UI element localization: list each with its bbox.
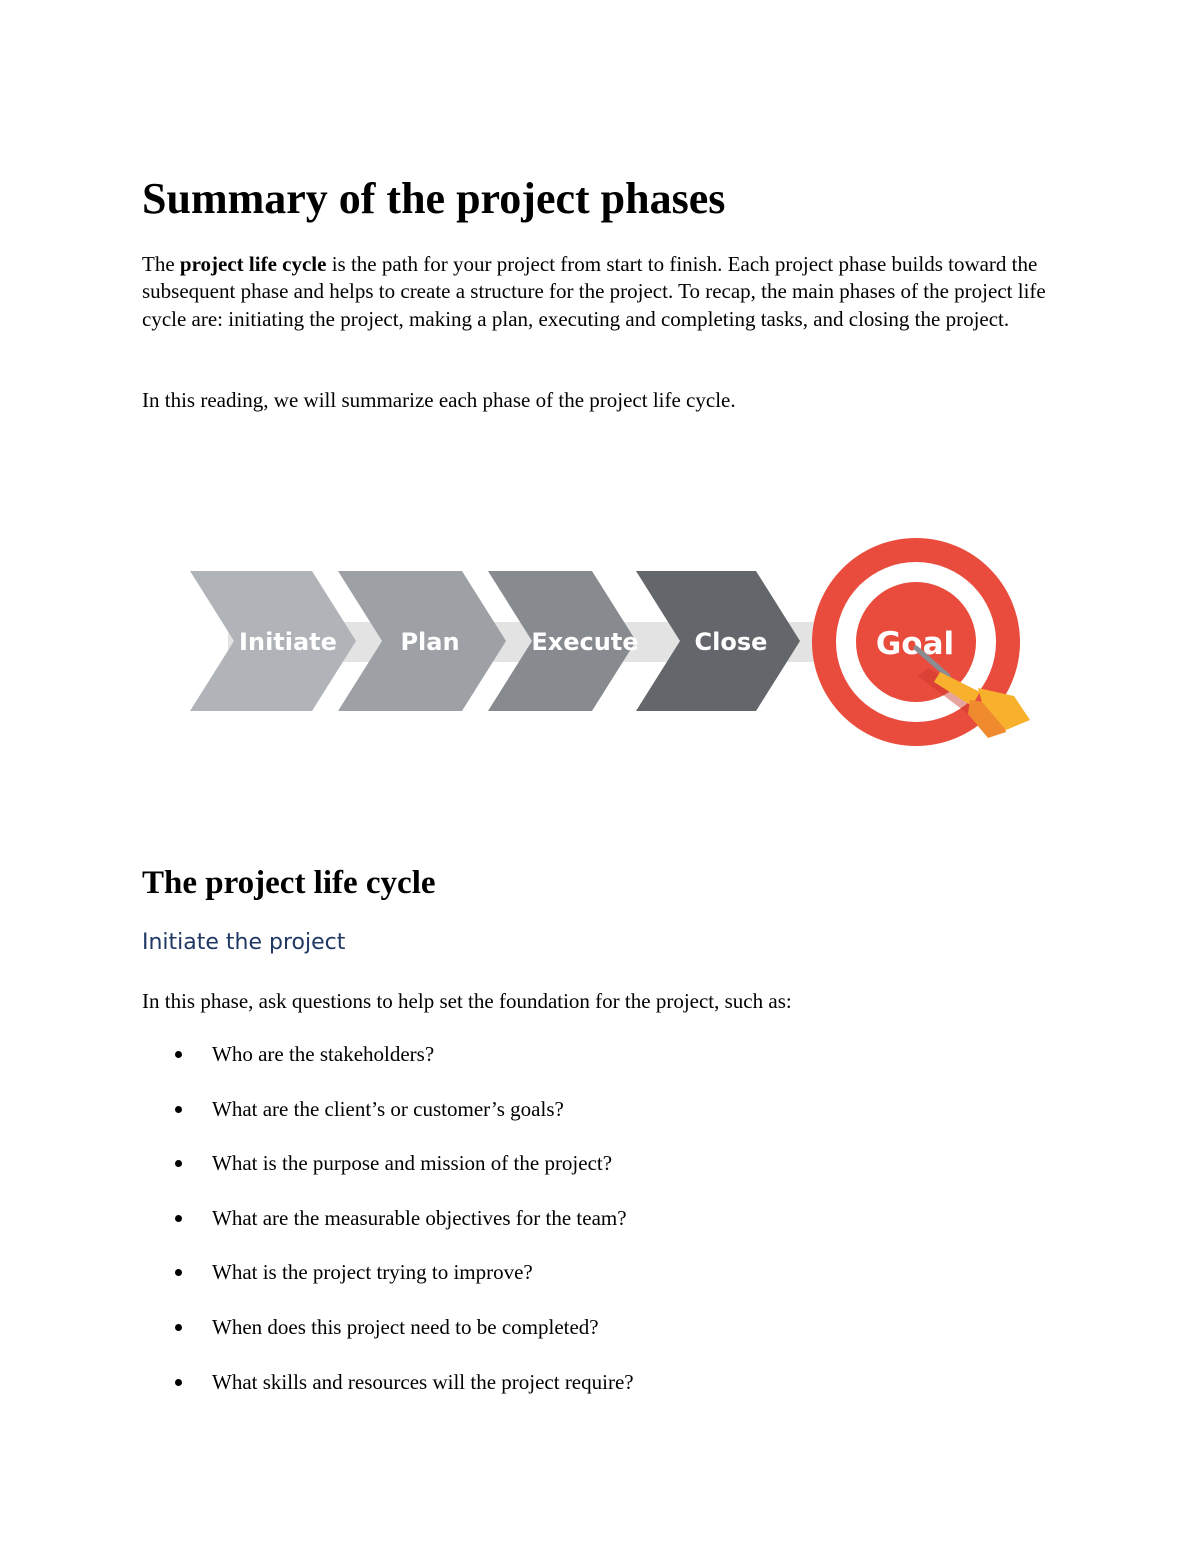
phase-label-close: Close <box>694 628 768 656</box>
bullet-icon <box>175 1051 182 1058</box>
reading-note: In this reading, we will summarize each phase of the project life cycle. <box>142 388 736 412</box>
phase-label-execute: Execute <box>531 628 639 656</box>
list-item <box>142 1150 634 1205</box>
list-item <box>142 1205 634 1260</box>
intro-rest: is the path for your project from start to finish. Each project phase builds toward the subsequent phase and helps to create a structure for the project. To recap, the main phases of the project life cycle are: initiating the project, making a plan, executing and completing tasks, and closing the project. <box>142 252 1046 331</box>
bullet-icon <box>175 1160 182 1167</box>
initiate-intro: In this phase, ask questions to help set the foundation for the project, such as: <box>142 989 792 1013</box>
project-phases-diagram <box>188 536 1033 751</box>
list-item <box>142 1259 634 1314</box>
goal-label: Goal <box>875 626 955 662</box>
question-list <box>142 1041 634 1423</box>
list-item-text: What is the project trying to improve? <box>212 1260 533 1285</box>
page-title: Summary of the project phases <box>142 174 726 223</box>
list-item-text: When does this project need to be completed? <box>212 1314 599 1339</box>
list-item <box>142 1314 634 1369</box>
list-item <box>142 1041 634 1096</box>
list-item-text: What are the measurable objectives for the team? <box>212 1205 627 1230</box>
bullet-icon <box>175 1215 182 1222</box>
bullet-icon <box>175 1324 182 1331</box>
intro-lead: The <box>142 252 180 276</box>
phase-label-initiate: Initiate <box>239 628 337 656</box>
intro-paragraph <box>142 251 1062 333</box>
section-heading: The project life cycle <box>142 865 436 901</box>
list-item <box>142 1369 634 1424</box>
phase-label-plan: Plan <box>400 628 460 656</box>
bullet-icon <box>175 1269 182 1276</box>
phases-diagram-svg <box>188 536 1033 751</box>
list-item-text: What is the purpose and mission of the project? <box>212 1151 613 1176</box>
list-item-text: Who are the stakeholders? <box>212 1042 435 1066</box>
bullet-icon <box>175 1106 182 1113</box>
list-item <box>142 1096 634 1151</box>
intro-term: project life cycle <box>179 252 327 276</box>
initiate-heading: Initiate the project <box>142 930 346 955</box>
list-item-text: What skills and resources will the project require? <box>212 1369 634 1394</box>
list-item-text: What are the client’s or customer’s goals? <box>212 1096 564 1121</box>
bullet-icon <box>175 1379 182 1386</box>
